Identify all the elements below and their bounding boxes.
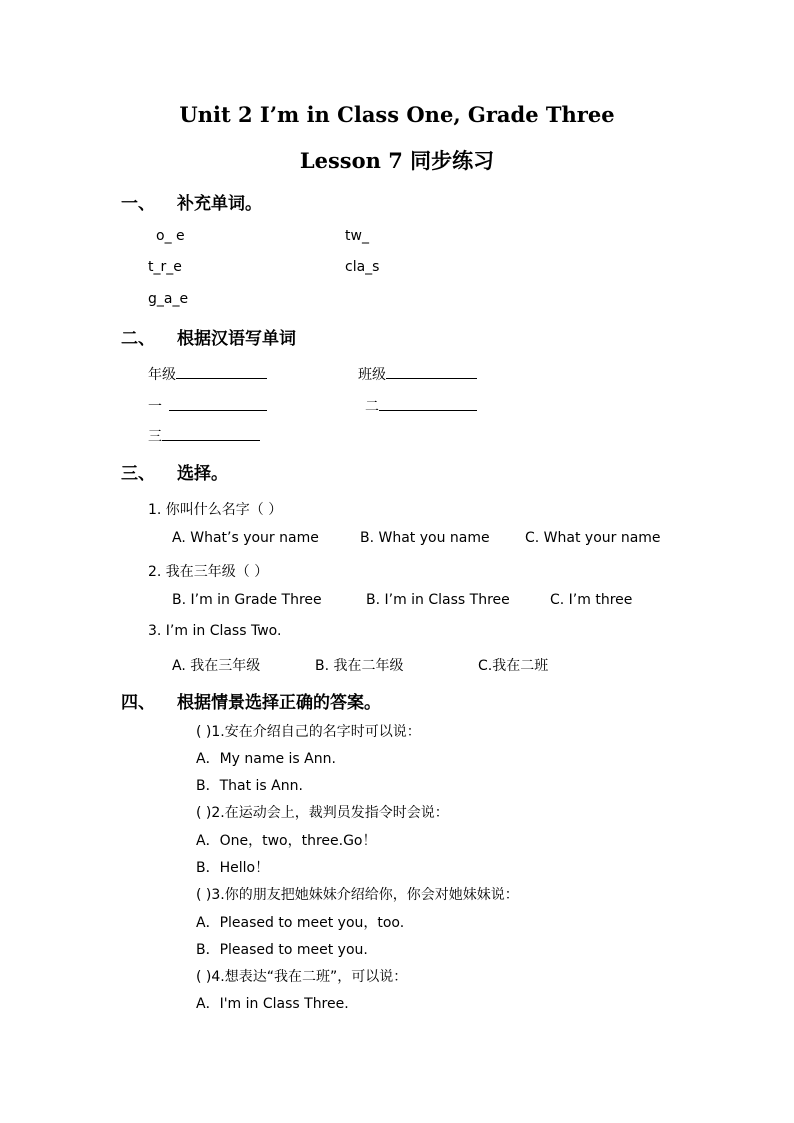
scenario-question: ( )1.安在介绍自己的名字时可以说： [196,724,421,740]
translate-item [148,396,267,416]
question: 3. I’m in Class Two. [148,623,282,639]
translate-prompt: 二 [365,399,379,415]
option-b[interactable]: B. I’m in Class Three [366,592,510,608]
question: 1. 你叫什么名字（ ） [148,502,283,518]
option-c[interactable]: C. I’m three [550,592,633,608]
section-3-title: 选择。 [177,464,228,484]
page-subtitle: Lesson 7 同步练习 [299,148,495,173]
word-item: cla_s [345,259,380,275]
translate-prompt: 一 [148,399,162,415]
section-2-heading [121,324,296,349]
translate-prompt: 年级 [148,367,176,383]
scenario-question: ( )2.在运动会上，裁判员发指令时会说： [196,805,449,821]
word-item: t_r_e [148,259,182,275]
word-item: g_a_e [148,291,189,307]
scenario-option[interactable]: A．Pleased to meet you，too. [196,915,405,931]
answer-blank[interactable] [162,426,260,441]
answer-blank[interactable] [386,364,477,379]
translate-item [148,364,267,384]
section-3-number: 三、 [121,464,155,484]
option-a[interactable]: A. 我在三年级 [172,658,261,674]
section-4-number: 四、 [121,693,155,713]
option-b[interactable]: B. 我在二年级 [315,658,404,674]
word-item: tw_ [345,228,369,244]
translate-item [358,364,477,384]
scenario-option[interactable]: A．One，two，three.Go！ [196,833,377,849]
option-a[interactable]: A. What’s your name [172,530,319,546]
answer-blank[interactable] [176,364,267,379]
section-1-title: 补充单词。 [177,194,262,214]
translate-item [365,396,477,416]
section-2-number: 二、 [121,329,155,349]
scenario-option[interactable]: A．I'm in Class Three. [196,996,349,1012]
word-item: o_ e [156,228,185,244]
translate-item [148,426,260,446]
option-a[interactable]: B. I’m in Grade Three [172,592,322,608]
option-b[interactable]: B. What you name [360,530,490,546]
question: 2. 我在三年级（ ） [148,564,269,580]
scenario-question: ( )4.想表达“我在二班”，可以说： [196,969,408,985]
scenario-option[interactable]: B．Pleased to meet you. [196,942,368,958]
section-1-number: 一、 [121,194,155,214]
section-4-title: 根据情景选择正确的答案。 [177,693,381,713]
option-c[interactable]: C.我在二班 [478,658,549,674]
translate-prompt: 三 [148,429,162,445]
answer-blank[interactable] [379,396,477,411]
page-title: Unit 2 I’m in Class One, Grade Three [179,102,615,127]
section-2-title: 根据汉语写单词 [177,329,296,349]
option-c[interactable]: C. What your name [525,530,661,546]
scenario-option[interactable]: B．That is Ann. [196,778,303,794]
section-4-heading [121,688,381,713]
section-1-heading [121,189,262,214]
scenario-option[interactable]: A．My name is Ann. [196,751,336,767]
translate-prompt: 班级 [358,367,386,383]
answer-blank[interactable] [169,396,267,411]
section-3-heading [121,459,228,484]
scenario-option[interactable]: B．Hello！ [196,860,270,876]
scenario-question: ( )3.你的朋友把她妹妹介绍给你，你会对她妹妹说： [196,887,519,903]
